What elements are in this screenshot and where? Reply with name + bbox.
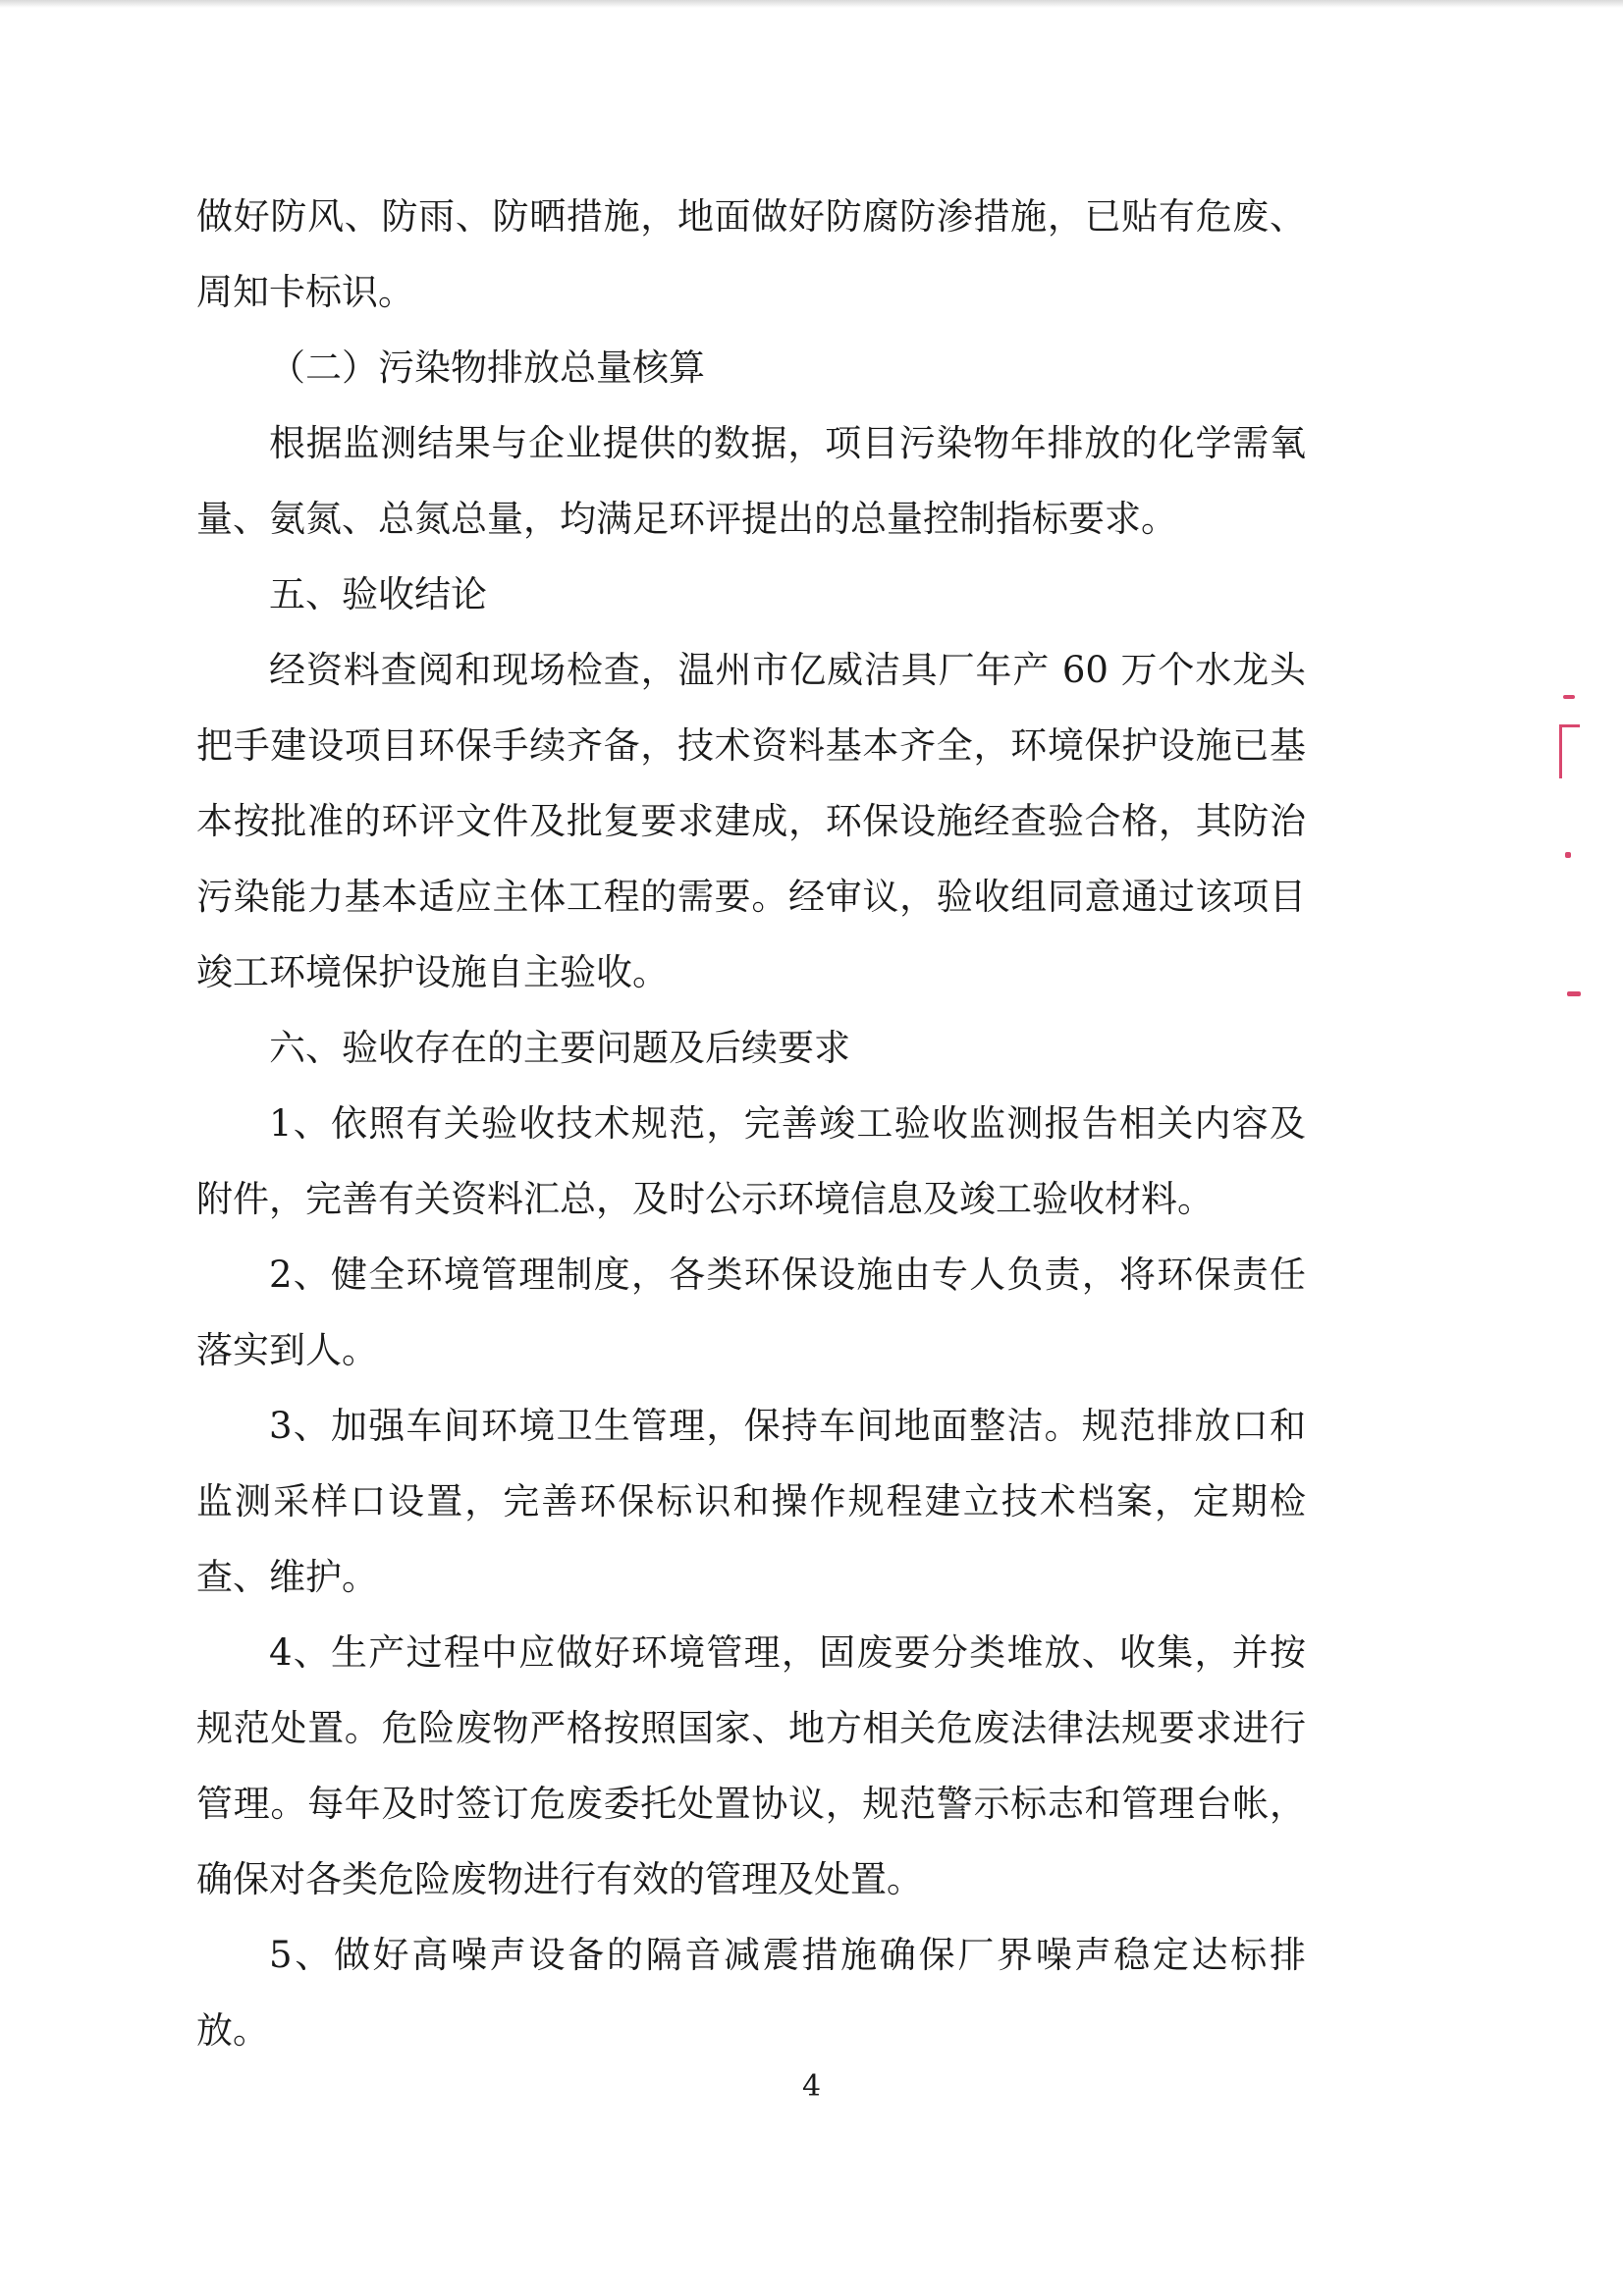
seal-edge-mark xyxy=(1563,695,1575,699)
seal-edge-mark xyxy=(1567,991,1581,996)
seal-edge-mark xyxy=(1559,724,1580,778)
paragraph-conclusion: 经资料查阅和现场检查，温州市亿威洁具厂年产 60 万个水龙头把手建设项目环保手续齐备，技术资料基本齐全，环境保护设施已基本按批准的环评文件及批复要求建成，环保设施经查验合格，其防治污染能力基本适应主体工程的需要。经审议，验收组同意通过该项目竣工环境保护设施自主验收。 xyxy=(196,649,1306,993)
paragraph-pollutant-total: 根据监测结果与企业提供的数据，项目污染物年排放的化学需氧量、氨氮、总氮总量，均满足环评提出的总量控制指标要求。 xyxy=(196,422,1306,540)
list-item-2: 2、健全环境管理制度，各类环保设施由专人负责，将环保责任落实到人。 xyxy=(196,1254,1306,1371)
section-heading-pollutant-total: （二）污染物排放总量核算 xyxy=(269,347,705,389)
list-item-1: 1、依照有关验收技术规范，完善竣工验收监测报告相关内容及附件，完善有关资料汇总，及时公示环境信息及竣工验收材料。 xyxy=(196,1102,1306,1220)
seal-edge-mark xyxy=(1565,852,1571,858)
list-item-5: 5、做好高噪声设备的隔音减震措施确保厂界噪声稳定达标排放。 xyxy=(196,1934,1306,2052)
scan-border xyxy=(0,0,1623,8)
section-heading-problems: 六、验收存在的主要问题及后续要求 xyxy=(269,1027,850,1069)
page-number: 4 xyxy=(801,2069,822,2104)
body-text xyxy=(196,179,1306,2068)
list-item-3: 3、加强车间环境卫生管理，保持车间地面整洁。规范排放口和监测采样口设置，完善环保标识和操作规程建立技术档案，定期检查、维护。 xyxy=(196,1405,1306,1598)
section-heading-conclusion: 五、验收结论 xyxy=(269,573,487,615)
list-item-4: 4、生产过程中应做好环境管理，固废要分类堆放、收集，并按规范处置。危险废物严格按照国家、地方相关危废法律法规要求进行管理。每年及时签订危废委托处置协议，规范警示标志和管理台帐，确保对各类危险废物进行有效的管理及处置。 xyxy=(196,1631,1306,1900)
paragraph-continuation: 做好防风、防雨、防晒措施，地面做好防腐防渗措施，已贴有危废、周知卡标识。 xyxy=(196,195,1306,313)
